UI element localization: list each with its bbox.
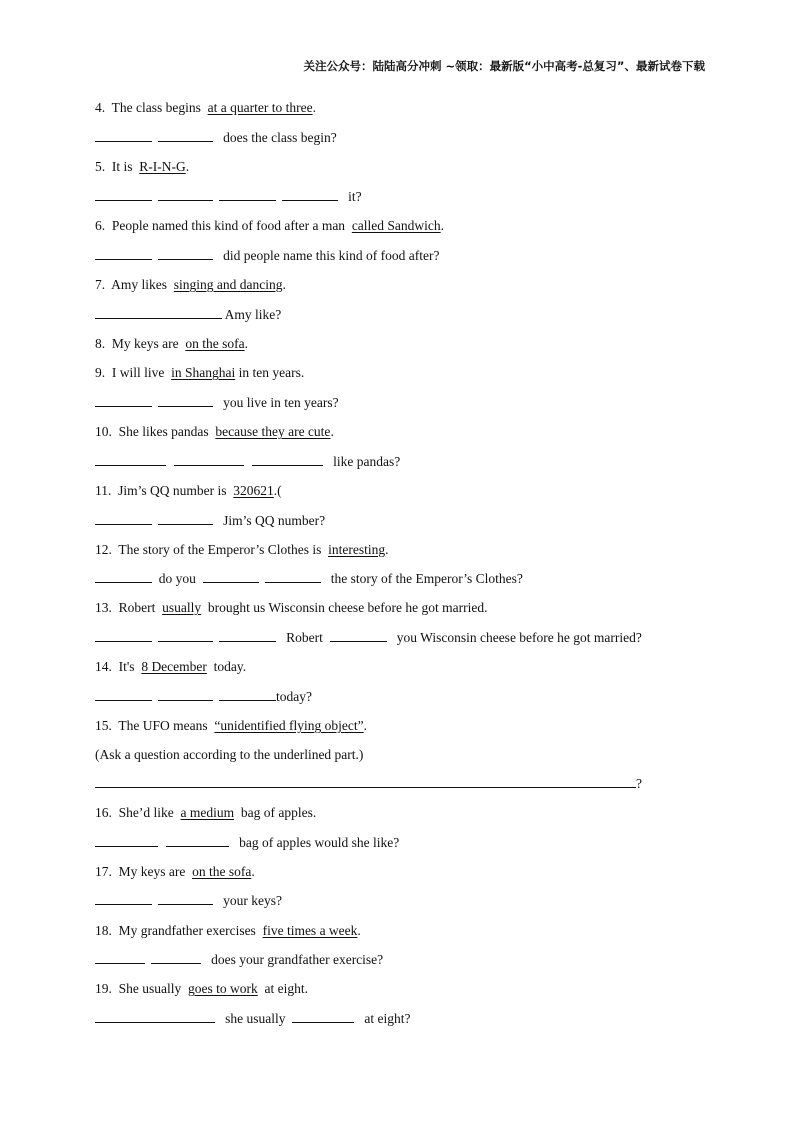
answer-blank[interactable] [203,570,259,583]
answer-line-11: Jim’s QQ number? [95,512,325,530]
answer-line-9: you live in ten years? [95,394,339,412]
question-17: 17. My keys are on the sofa. [95,864,255,879]
answer-blank[interactable] [282,188,338,201]
answer-blank[interactable] [95,951,145,964]
answer-line-7: Amy like? [95,306,281,324]
question-10: 10. She likes pandas because they are cute. [95,424,334,439]
answer-blank[interactable] [95,306,222,319]
answer-blank[interactable] [158,688,213,701]
question-5: 5. It is R-I-N-G. [95,159,190,174]
answer-blank[interactable] [219,629,276,642]
answer-blank[interactable] [166,834,229,847]
question-15: 15. The UFO means “unidentified flying object”. [95,718,367,733]
answer-line-5: it? [95,188,362,206]
answer-blank[interactable] [95,892,152,905]
answer-blank[interactable] [95,1010,215,1023]
answer-line-17: your keys? [95,892,282,910]
answer-line-16: bag of apples would she like? [95,834,399,852]
answer-blank[interactable] [252,453,323,466]
instruction-note: (Ask a question according to the underlined part.) [95,747,364,762]
answer-blank[interactable] [158,129,213,142]
answer-blank[interactable] [219,188,276,201]
answer-blank[interactable] [95,247,152,260]
answer-blank[interactable] [174,453,244,466]
page-header: 关注公众号：陆陆高分冲刺 ~领取：最新版“小中高考-总复习”、最新试卷下载 [303,59,705,73]
answer-blank[interactable] [95,688,152,701]
question-8: 8. My keys are on the sofa. [95,336,248,351]
answer-blank[interactable] [292,1010,354,1023]
answer-blank[interactable] [95,775,636,788]
answer-line-19: she usually at eight? [95,1010,410,1028]
question-18: 18. My grandfather exercises five times a week. [95,923,361,938]
answer-blank[interactable] [219,688,276,701]
answer-blank[interactable] [330,629,387,642]
question-7: 7. Amy likes singing and dancing. [95,277,286,292]
question-11: 11. Jim’s QQ number is 320621.( [95,483,282,498]
answer-line-18: does your grandfather exercise? [95,951,383,969]
answer-line-15: ? [95,775,642,793]
question-9: 9. I will live in Shanghai in ten years. [95,365,305,380]
answer-line-13: Robert you Wisconsin cheese before he got married? [95,629,642,647]
answer-blank[interactable] [151,951,201,964]
question-19: 19. She usually goes to work at eight. [95,981,308,996]
question-6: 6. People named this kind of food after a man called Sandwich. [95,218,445,233]
answer-blank[interactable] [95,570,152,583]
answer-blank[interactable] [158,188,213,201]
answer-blank[interactable] [158,629,213,642]
answer-blank[interactable] [95,453,166,466]
question-13: 13. Robert usually brought us Wisconsin cheese before he got married. [95,600,488,615]
answer-line-14: today? [95,688,312,706]
question-16: 16. She’d like a medium bag of apples. [95,805,317,820]
question-4: 4. The class begins at a quarter to three. [95,100,316,115]
answer-blank[interactable] [95,188,152,201]
question-12: 12. The story of the Emperor’s Clothes is interesting. [95,542,389,557]
question-14: 14. It's 8 December today. [95,659,247,674]
answer-blank[interactable] [158,394,213,407]
answer-line-4: does the class begin? [95,129,337,147]
answer-blank[interactable] [95,629,152,642]
answer-blank[interactable] [158,247,213,260]
answer-blank[interactable] [158,892,213,905]
answer-blank[interactable] [95,834,158,847]
answer-line-6: did people name this kind of food after? [95,247,439,265]
answer-line-10: like pandas? [95,453,400,471]
answer-blank[interactable] [265,570,321,583]
answer-blank[interactable] [95,512,152,525]
answer-blank[interactable] [95,129,152,142]
answer-blank[interactable] [95,394,152,407]
answer-line-12: do you the story of the Emperor’s Clothes? [95,570,523,588]
answer-blank[interactable] [158,512,213,525]
